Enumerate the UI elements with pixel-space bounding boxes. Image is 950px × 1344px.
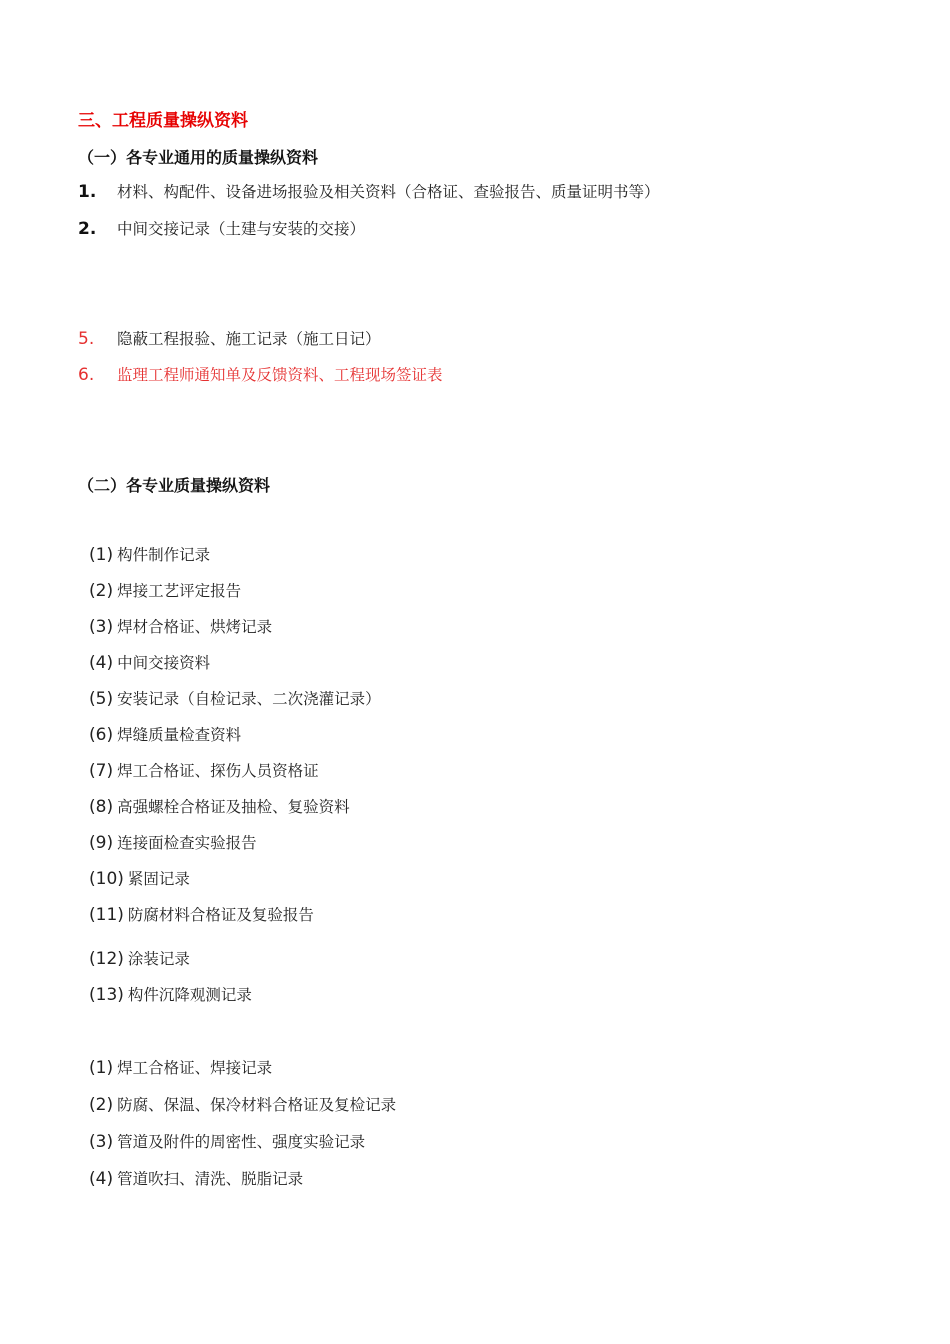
item-number: 6. [78, 365, 95, 385]
item-text: 中间交接记录（土建与安装的交接） [117, 220, 366, 238]
specialty-item [89, 951, 190, 968]
specialty-item [89, 799, 350, 816]
item-number: 1. [78, 182, 97, 202]
item-text: 涂装记录 [127, 950, 190, 968]
item-text: 焊缝质量检查资料 [117, 726, 242, 744]
general-item-5 [78, 331, 381, 348]
item-text: 中间交接资料 [117, 654, 211, 672]
item-number: (1) [89, 1058, 114, 1078]
item-text: 管道及附件的周密性、强度实验记录 [117, 1133, 366, 1151]
item-number: (8) [89, 797, 114, 817]
specialty-item [89, 1171, 303, 1188]
item-text: 焊接工艺评定报告 [117, 582, 242, 600]
specialty-item [89, 871, 190, 888]
item-text: 紧固记录 [127, 870, 190, 888]
specialty-item [89, 987, 252, 1004]
general-item-2 [78, 221, 365, 238]
specialty-item [89, 1060, 272, 1077]
specialty-item [89, 1134, 365, 1151]
specialty-item [89, 691, 381, 708]
specialty-item [89, 907, 314, 924]
item-text: 监理工程师通知单及反馈资料、工程现场签证表 [117, 366, 443, 384]
item-number: (11) [89, 905, 124, 925]
item-text: 高强螺栓合格证及抽检、复验资料 [117, 798, 350, 816]
specialty-item [89, 655, 210, 672]
item-text: 构件制作记录 [117, 546, 211, 564]
item-number: (12) [89, 949, 124, 969]
specialty-item [89, 727, 241, 744]
specialty-item [89, 619, 272, 636]
item-number: (3) [89, 1132, 114, 1152]
item-number: (4) [89, 1169, 114, 1189]
item-number: (1) [89, 545, 114, 565]
specialty-item [89, 835, 257, 852]
item-text: 焊工合格证、焊接记录 [117, 1059, 273, 1077]
item-text: 焊材合格证、烘烤记录 [117, 618, 273, 636]
item-text: 隐蔽工程报验、施工记录（施工日记） [117, 330, 381, 348]
item-number: (2) [89, 581, 114, 601]
item-text: 连接面检查实验报告 [117, 834, 257, 852]
item-text: 安装记录（自检记录、二次浇灌记录） [117, 690, 381, 708]
item-number: (9) [89, 833, 114, 853]
general-heading: （一）各专业通用的质量操纵资料 [78, 148, 319, 167]
item-text: 管道吹扫、清洗、脱脂记录 [117, 1170, 304, 1188]
item-text: 构件沉降观测记录 [127, 986, 252, 1004]
specialty-heading: （二）各专业质量操纵资料 [78, 476, 271, 495]
item-number: 2. [78, 219, 97, 239]
item-number: (4) [89, 653, 114, 673]
specialty-item [89, 1097, 396, 1114]
item-text: 材料、构配件、设备进场报验及相关资料（合格证、查验报告、质量证明书等） [117, 183, 660, 201]
item-number: (10) [89, 869, 124, 889]
section-title: 三、工程质量操纵资料 [78, 111, 248, 131]
specialty-item [89, 583, 241, 600]
item-number: (2) [89, 1095, 114, 1115]
item-number: 5. [78, 329, 95, 349]
item-number: (3) [89, 617, 114, 637]
item-text: 防腐材料合格证及复验报告 [127, 906, 314, 924]
specialty-item [89, 547, 210, 564]
item-number: (6) [89, 725, 114, 745]
item-text: 焊工合格证、探伤人员资格证 [117, 762, 319, 780]
item-number: (13) [89, 985, 124, 1005]
general-item-1 [78, 184, 660, 201]
specialty-item [89, 763, 319, 780]
item-number: (7) [89, 761, 114, 781]
item-text: 防腐、保温、保冷材料合格证及复检记录 [117, 1096, 397, 1114]
general-item-6 [78, 367, 443, 384]
item-number: (5) [89, 689, 114, 709]
